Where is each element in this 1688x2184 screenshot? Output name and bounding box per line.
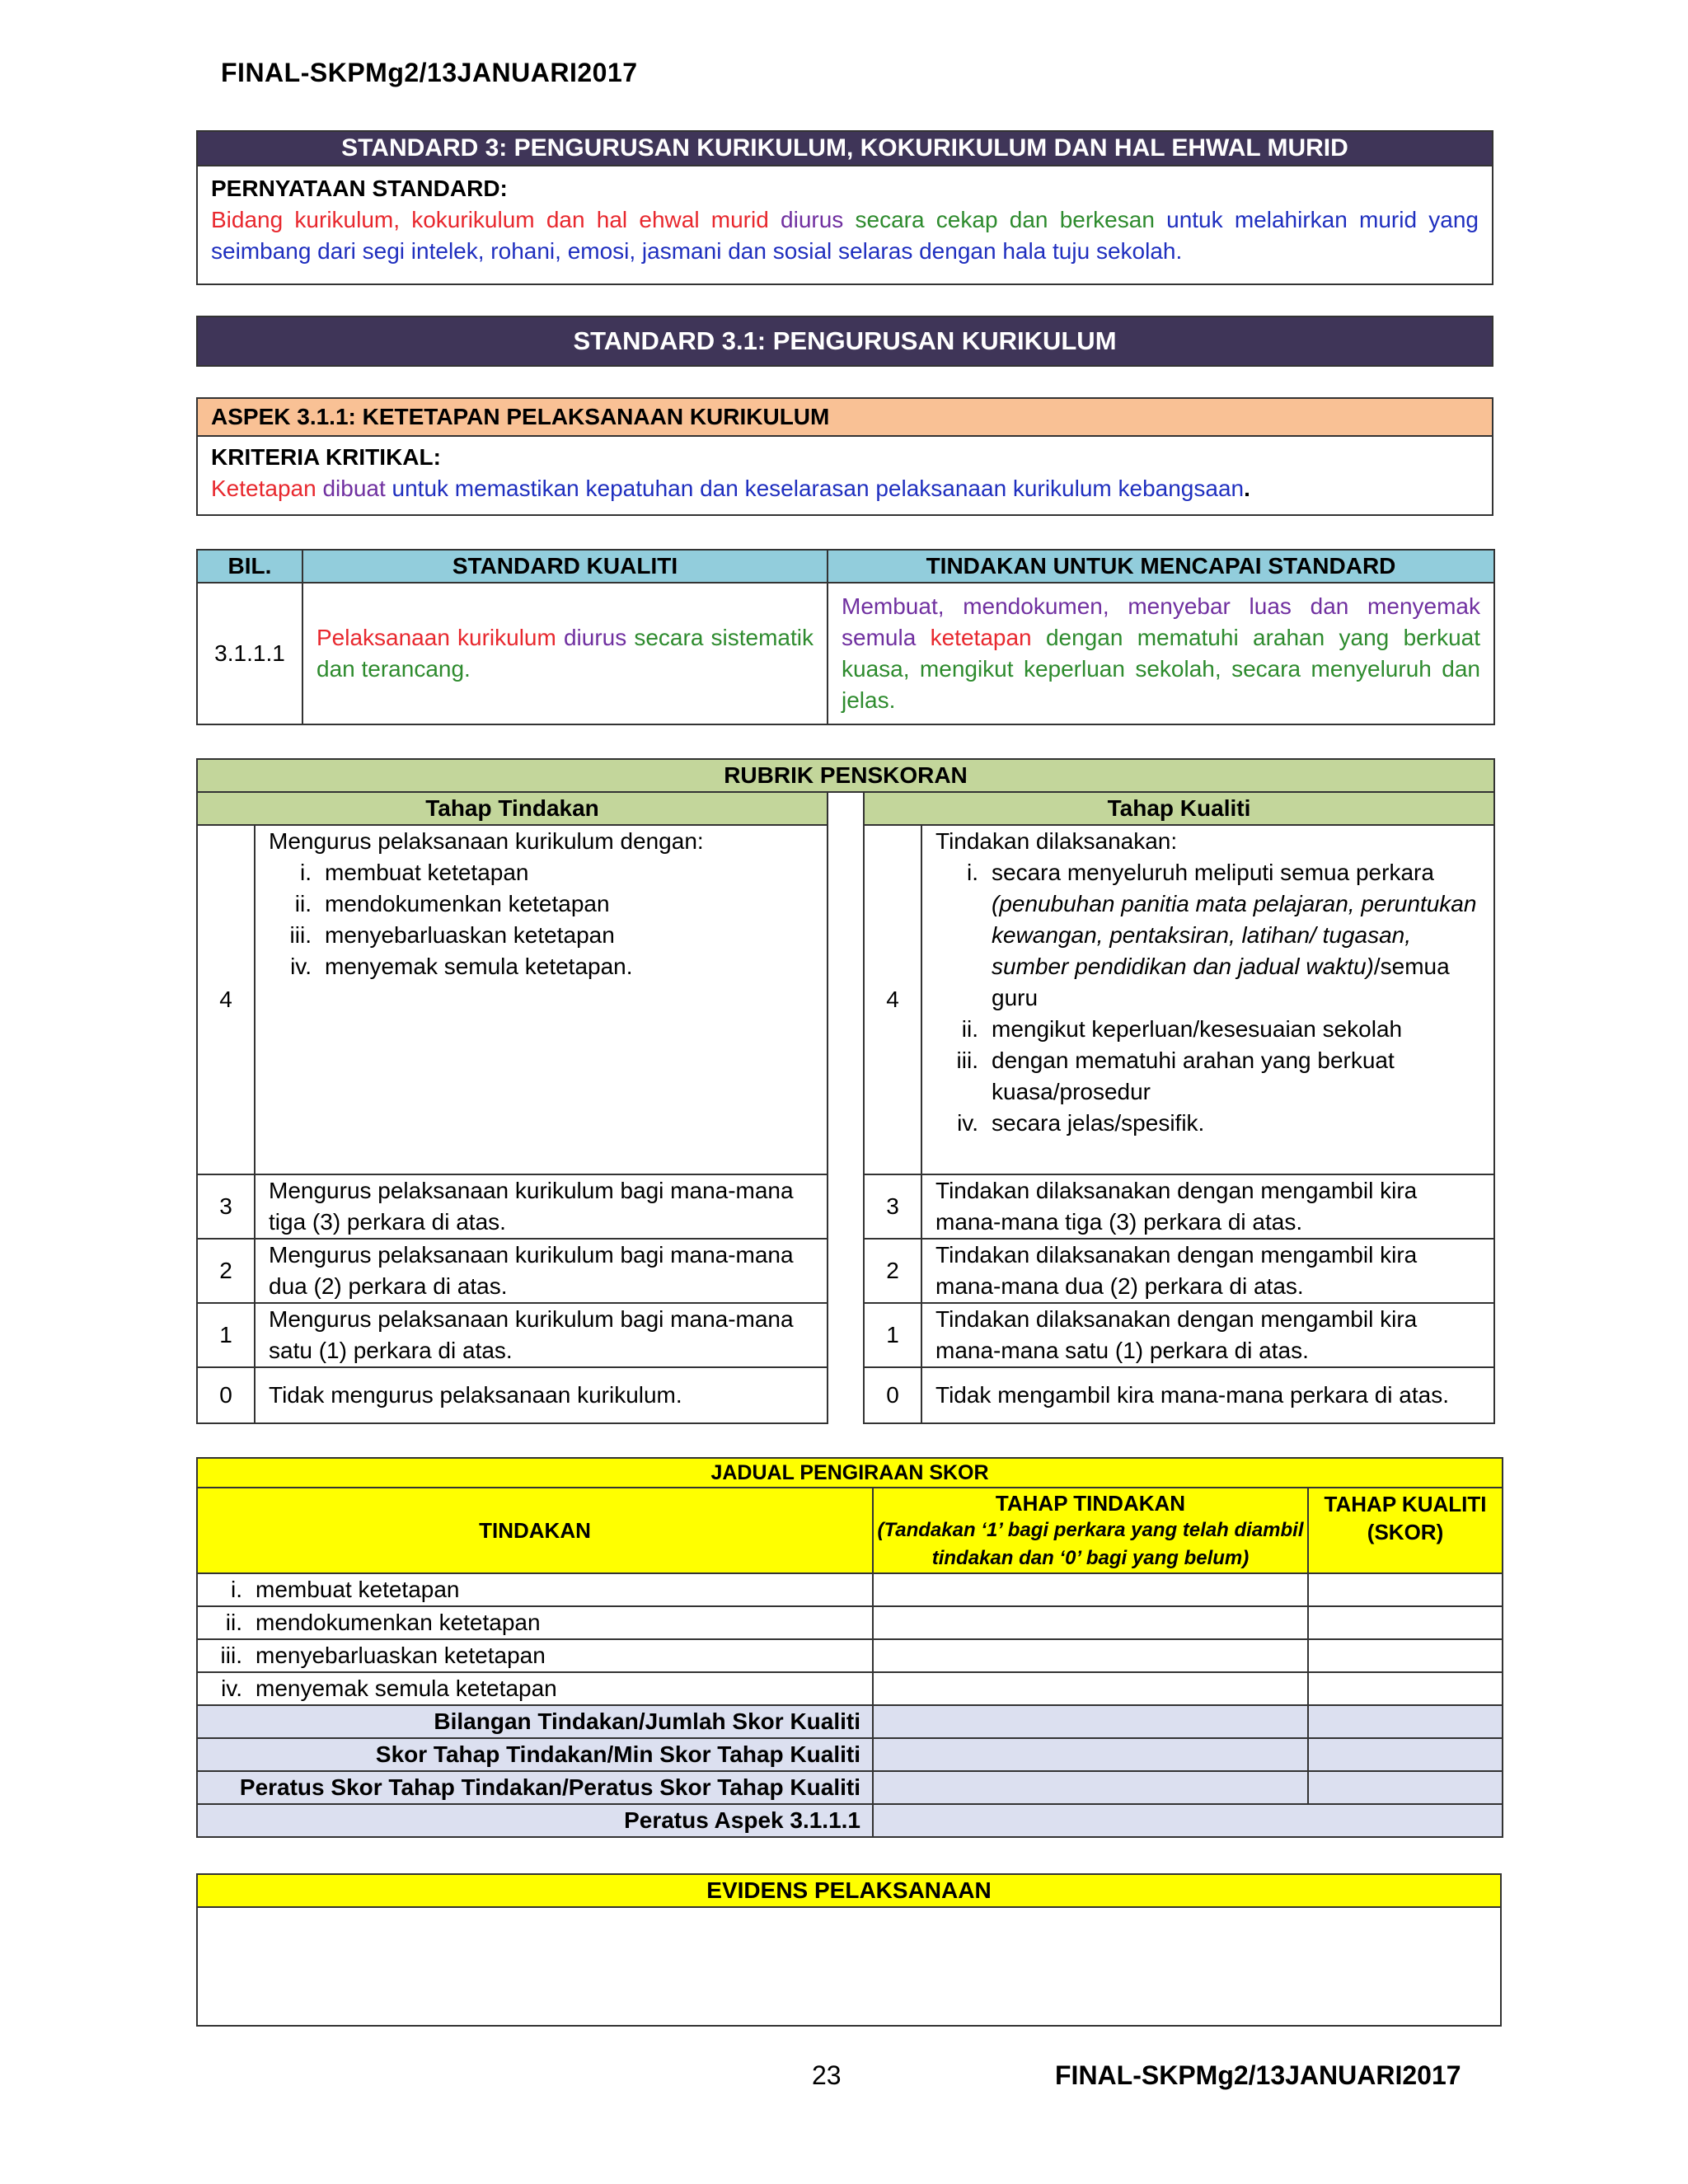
tahap-kualiti-input-2[interactable] [1308, 1606, 1503, 1639]
statement-label: PERNYATAAN STANDARD: [211, 176, 508, 201]
table-row: iv. menyemak semula ketetapan [197, 1672, 1503, 1705]
list-item: ii. mengikut keperluan/kesesuaian sekolah [961, 1016, 1403, 1042]
tahap-tindakan-input-1[interactable] [873, 1573, 1308, 1606]
summary-bilangan-tindakan[interactable] [873, 1705, 1308, 1738]
criteria-label: KRITERIA KRITIKAL: [211, 444, 441, 470]
jadual-title: JADUAL PENGIRAAN SKOR [197, 1458, 1503, 1488]
criteria-red: Ketetapan [211, 476, 316, 501]
left-score-1: 1 [197, 1303, 255, 1367]
left-score-3: 3 [197, 1174, 255, 1239]
aspek-table [196, 397, 1493, 516]
rubrik-table [196, 758, 1495, 1424]
tahap-kualiti-input-1[interactable] [1308, 1573, 1503, 1606]
statement-blue: untuk melahirkan murid yang seimbang dari segi intelek, rohani, emosi, jasmani dan sosial selaras dengan hala tuju sekolah. [211, 207, 1479, 264]
standard-31-table [196, 316, 1493, 367]
evidens-content[interactable] [197, 1907, 1501, 2026]
header-bil: BIL. [197, 550, 302, 583]
rubrik-gap [828, 792, 864, 1423]
jadual-skor-table [196, 1457, 1503, 1838]
peratus-aspek-label: Peratus Aspek 3.1.1.1 [197, 1804, 873, 1837]
list-item: iv. secara jelas/spesifik. [957, 1110, 1205, 1136]
summary-peratus-kualiti[interactable] [1308, 1771, 1503, 1804]
tahap-kualiti-input-3[interactable] [1308, 1639, 1503, 1672]
jadual-col-tahap-tindakan [873, 1488, 1308, 1573]
right-score-0: 0 [864, 1367, 921, 1423]
criteria-blue: untuk memastikan kepatuhan dan keselarasan pelaksanaan kurikulum kebangsaan [392, 476, 1245, 501]
ts-purple: Membuat, mendokumen, menyebar luas dan menyemak semula [842, 593, 1480, 650]
tahap-tindakan-input-3[interactable] [873, 1639, 1308, 1672]
header-standard-kualiti: STANDARD KUALITI [302, 550, 828, 583]
right-level-2-text: Tindakan dilaksanakan dengan mengambil kira mana-mana dua (2) perkara di atas. [921, 1239, 1494, 1303]
right-level-1-text: Tindakan dilaksanakan dengan mengambil kira mana-mana satu (1) perkara di atas. [921, 1303, 1494, 1367]
left-level-2-text: Mengurus pelaksanaan kurikulum bagi mana-mana dua (2) perkara di atas. [255, 1239, 828, 1303]
list-item: i. membuat ketetapan [300, 860, 529, 885]
right-score-4: 4 [864, 825, 921, 1174]
right-level-0-text: Tidak mengambil kira mana-mana perkara di atas. [921, 1367, 1494, 1423]
summary-peratus-label: Peratus Skor Tahap Tindakan/Peratus Skor Tahap Kualiti [197, 1771, 873, 1804]
rubrik-title: RUBRIK PENSKORAN [197, 759, 1494, 792]
aspek-title: ASPEK 3.1.1: KETETAPAN PELAKSANAAN KURIKULUM [197, 398, 1493, 436]
evidens-title: EVIDENS PELAKSANAAN [197, 1874, 1501, 1907]
table-row: iii. menyebarluaskan ketetapan [197, 1639, 1503, 1672]
right-level-4-cell [921, 825, 1494, 1174]
list-item: ii. mendokumenkan ketetapan [294, 891, 610, 916]
tahap-tindakan-note: (Tandakan ‘1’ bagi perkara yang telah diambil tindakan dan ‘0’ bagi yang belum) [877, 1519, 1304, 1569]
tahap-tindakan-input-2[interactable] [873, 1606, 1308, 1639]
jadual-col-tahap-kualiti: TAHAP KUALITI (SKOR) [1308, 1488, 1503, 1573]
sq-green: secara sistematik dan terancang. [316, 625, 814, 682]
standard-3-title: STANDARD 3: PENGURUSAN KURIKULUM, KOKURIKULUM DAN HAL EHWAL MURID [197, 131, 1493, 166]
table-row: ii. mendokumenkan ketetapan [197, 1606, 1503, 1639]
standard-statement-cell [197, 166, 1493, 284]
right-level-4-list [935, 857, 1480, 1139]
sq-purple: diurus [563, 625, 627, 650]
summary-bilangan-kualiti[interactable] [1308, 1705, 1503, 1738]
ts-green: dengan mematuhi arahan yang berkuat kuasa, mengikut keperluan sekolah, secara menyeluruh dan jelas. [842, 625, 1480, 713]
header-tindakan-standard: TINDAKAN UNTUK MENCAPAI STANDARD [828, 550, 1494, 583]
standard-31-title: STANDARD 3.1: PENGURUSAN KURIKULUM [197, 316, 1493, 366]
standard-kualiti-text [302, 583, 828, 724]
left-level-4-cell [255, 825, 828, 1174]
right-score-2: 2 [864, 1239, 921, 1303]
ts-red: ketetapan [930, 625, 1032, 650]
bil-value: 3.1.1.1 [197, 583, 302, 724]
list-item: iv. menyemak semula ketetapan. [290, 954, 633, 979]
document-code-header: FINAL-SKPMg2/13JANUARI2017 [221, 58, 638, 87]
document-code-footer: FINAL-SKPMg2/13JANUARI2017 [1055, 2060, 1461, 2090]
left-level-3-text: Mengurus pelaksanaan kurikulum bagi mana-mana tiga (3) perkara di atas. [255, 1174, 828, 1239]
criteria-cell [197, 436, 1493, 515]
table-row: i. membuat ketetapan [197, 1573, 1503, 1606]
peratus-aspek-value[interactable] [873, 1804, 1503, 1837]
criteria-end: . [1244, 476, 1250, 501]
right-level-3-text: Tindakan dilaksanakan dengan mengambil kira mana-mana tiga (3) perkara di atas. [921, 1174, 1494, 1239]
tahap-kualiti-header: Tahap Kualiti [864, 792, 1494, 825]
jadual-col-tindakan: TINDAKAN [197, 1488, 873, 1573]
standard-kualiti-table [196, 549, 1495, 725]
tahap-tindakan-label: TAHAP TINDAKAN [995, 1491, 1186, 1516]
standard-3-table [196, 130, 1493, 285]
page-number: 23 [812, 2060, 842, 2090]
summary-skor-kualiti[interactable] [1308, 1738, 1503, 1771]
statement-text [211, 204, 1479, 267]
sq-red: Pelaksanaan kurikulum [316, 625, 556, 650]
summary-bilangan-label: Bilangan Tindakan/Jumlah Skor Kualiti [197, 1705, 873, 1738]
summary-skor-tindakan[interactable] [873, 1738, 1308, 1771]
summary-skor-label: Skor Tahap Tindakan/Min Skor Tahap Kualiti [197, 1738, 873, 1771]
tahap-tindakan-header: Tahap Tindakan [197, 792, 828, 825]
criteria-purple: dibuat [322, 476, 386, 501]
criteria-text [211, 473, 1479, 504]
tahap-kualiti-input-4[interactable] [1308, 1672, 1503, 1705]
list-item: iii. menyebarluaskan ketetapan [289, 922, 615, 948]
left-level-0-text: Tidak mengurus pelaksanaan kurikulum. [255, 1367, 828, 1423]
right-score-1: 1 [864, 1303, 921, 1367]
left-level-4-list [269, 857, 814, 982]
left-level-1-text: Mengurus pelaksanaan kurikulum bagi mana-mana satu (1) perkara di atas. [255, 1303, 828, 1367]
evidens-table [196, 1873, 1502, 2027]
right-level-4-intro: Tindakan dilaksanakan: [935, 828, 1178, 854]
list-item: i. secara menyeluruh meliputi semua perkara (penubuhan panitia mata pelajaran, peruntukan kewangan, pentaksiran, latihan/ tugasan, sumber pendidikan dan jadual waktu)/semua guru [967, 860, 1477, 1010]
tahap-tindakan-input-4[interactable] [873, 1672, 1308, 1705]
list-item: iii. dengan mematuhi arahan yang berkuat kuasa/prosedur [956, 1047, 1395, 1104]
tindakan-standard-text [828, 583, 1494, 724]
right-score-3: 3 [864, 1174, 921, 1239]
statement-green: secara cekap dan berkesan [855, 207, 1155, 232]
left-score-4: 4 [197, 825, 255, 1174]
left-score-2: 2 [197, 1239, 255, 1303]
left-level-4-intro: Mengurus pelaksanaan kurikulum dengan: [269, 828, 704, 854]
left-score-0: 0 [197, 1367, 255, 1423]
summary-peratus-tindakan[interactable] [873, 1771, 1308, 1804]
statement-red: Bidang kurikulum, kokurikulum dan hal ehwal murid [211, 207, 769, 232]
statement-purple: diurus [781, 207, 844, 232]
